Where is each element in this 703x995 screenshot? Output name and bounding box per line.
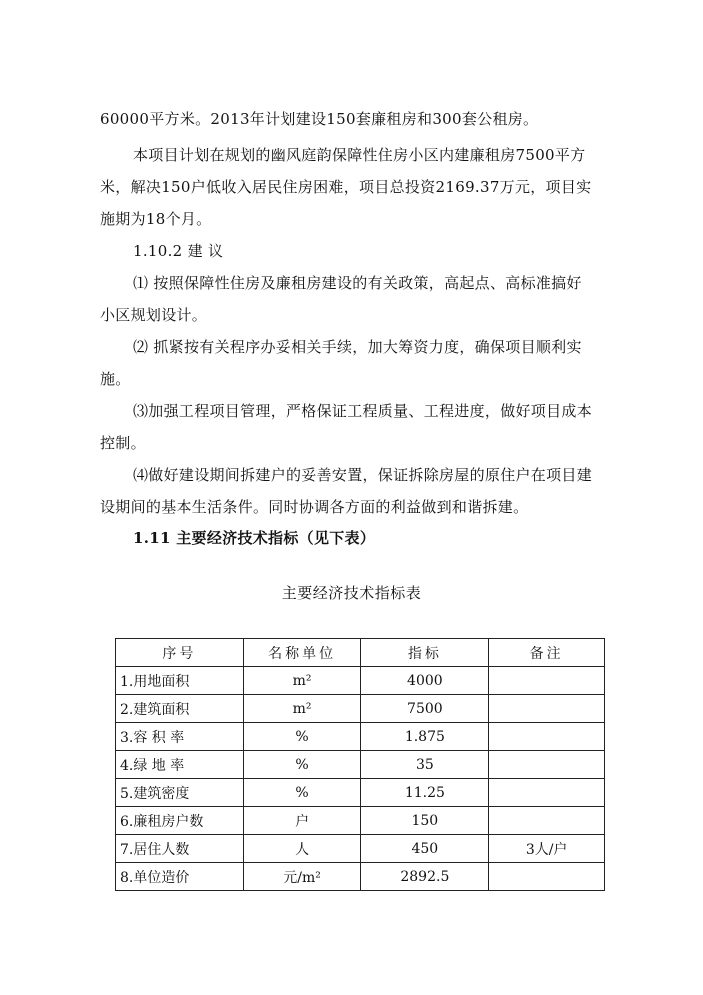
row-name: 3.容 积 率 (116, 723, 244, 751)
row-note (489, 863, 605, 891)
row-note (489, 723, 605, 751)
row-note (489, 807, 605, 835)
row-unit: m² (243, 695, 361, 723)
row-name: 1.用地面积 (116, 667, 244, 695)
row-value: 7500 (361, 695, 489, 723)
row-value: 150 (361, 807, 489, 835)
section-heading-1-10-2: 1.10.2 建 议 (133, 242, 224, 260)
table-row (116, 779, 605, 807)
row-note (489, 779, 605, 807)
row-value: 450 (361, 835, 489, 863)
row-unit: 户 (243, 807, 361, 835)
table-row (116, 835, 605, 863)
header-note: 备注 (489, 639, 605, 667)
row-value: 35 (361, 751, 489, 779)
suggestion-item-2-line-2: 施。 (100, 370, 131, 388)
suggestion-item-4-line-1: ⑷做好建设期间拆建户的妥善安置，保证拆除房屋的原住户在项目建 (133, 466, 593, 484)
row-unit: % (243, 751, 361, 779)
table-row (116, 695, 605, 723)
table-title: 主要经济技术指标表 (281, 584, 422, 602)
row-unit: 人 (243, 835, 361, 863)
row-note (489, 667, 605, 695)
row-note: 3人/户 (489, 835, 605, 863)
suggestion-item-1-line-1: ⑴ 按照保障性住房及廉租房建设的有关政策，高起点、高标准搞好 (133, 274, 582, 292)
row-value: 1.875 (361, 723, 489, 751)
suggestion-item-3-line-1: ⑶加强工程项目管理，严格保证工程质量、工程进度，做好项目成本 (133, 402, 593, 420)
row-name: 7.居住人数 (116, 835, 244, 863)
row-note (489, 695, 605, 723)
project-paragraph-line-3: 施期为18个月。 (100, 210, 212, 228)
project-paragraph-line-2: 米，解决150户低收入居民住房困难，项目总投资2169.37万元，项目实 (100, 178, 592, 196)
row-name: 6.廉租房户数 (116, 807, 244, 835)
header-value: 指标 (361, 639, 489, 667)
header-index: 序号 (116, 639, 244, 667)
row-name: 5.建筑密度 (116, 779, 244, 807)
row-unit: % (243, 779, 361, 807)
suggestion-item-4-line-2: 设期间的基本生活条件。同时协调各方面的利益做到和谐拆建。 (100, 498, 529, 516)
table-row (116, 863, 605, 891)
row-unit: m² (243, 667, 361, 695)
table-row (116, 667, 605, 695)
row-note (489, 751, 605, 779)
suggestion-item-3-line-2: 控制。 (100, 434, 146, 452)
suggestion-item-2-line-1: ⑵ 抓紧按有关程序办妥相关手续，加大筹资力度，确保项目顺利实 (133, 338, 582, 356)
row-unit: % (243, 723, 361, 751)
table-row (116, 751, 605, 779)
paragraph-line-1: 60000平方米。2013年计划建设150套廉租房和300套公租房。 (100, 110, 539, 128)
table-row (116, 807, 605, 835)
indicators-table (115, 638, 605, 891)
table-header-row (116, 639, 605, 667)
suggestion-item-1-line-2: 小区规划设计。 (100, 306, 208, 324)
row-value: 2892.5 (361, 863, 489, 891)
row-name: 2.建筑面积 (116, 695, 244, 723)
row-unit: 元/m² (243, 863, 361, 891)
header-unit: 名称单位 (243, 639, 361, 667)
row-name: 4.绿 地 率 (116, 751, 244, 779)
row-value: 4000 (361, 667, 489, 695)
section-heading-1-11: 1.11 主要经济技术指标（见下表） (133, 529, 376, 547)
table-row (116, 723, 605, 751)
project-paragraph-line-1: 本项目计划在规划的幽风庭韵保障性住房小区内建廉租房7500平方 (133, 146, 586, 164)
row-value: 11.25 (361, 779, 489, 807)
row-name: 8.单位造价 (116, 863, 244, 891)
